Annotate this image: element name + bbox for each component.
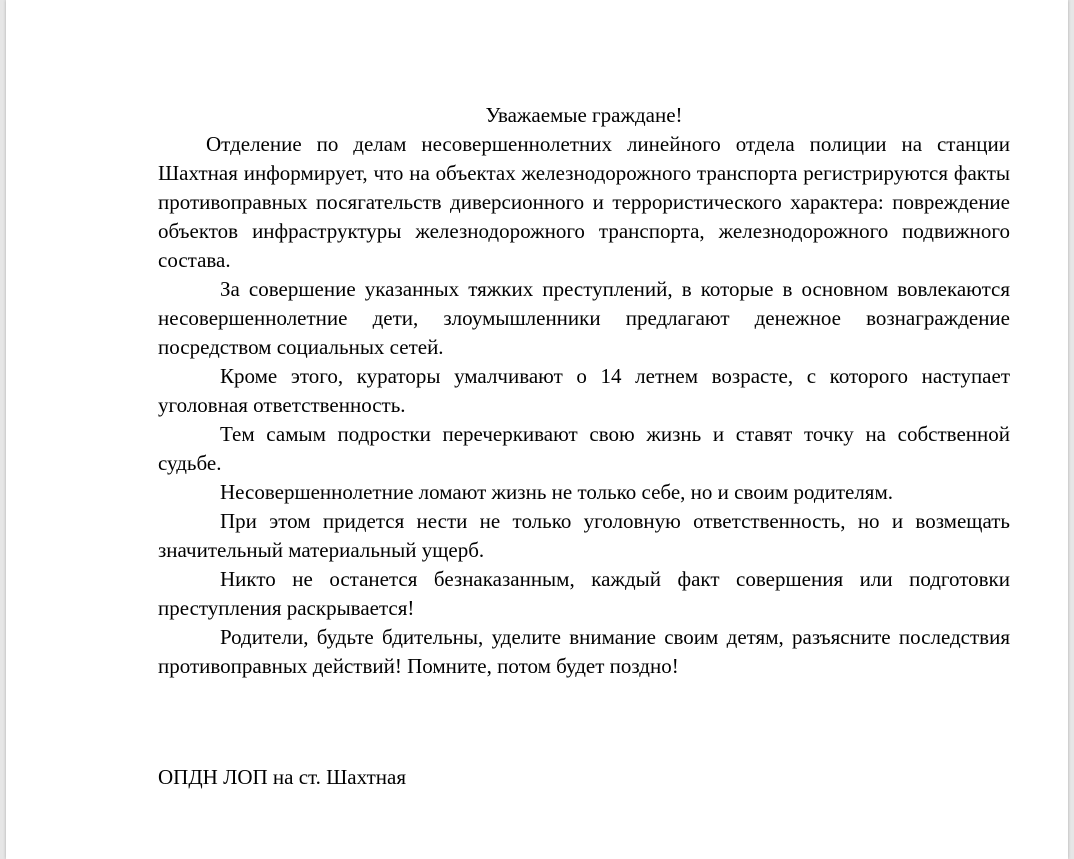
paragraph-3: Кроме этого, кураторы умалчивают о 14 летнем возрасте, с которого наступает уголовная ответственность.: [158, 364, 1010, 417]
document-body: [158, 101, 1010, 681]
document-page: [6, 0, 1068, 859]
document-signature: ОПДН ЛОП на ст. Шахтная: [158, 765, 407, 789]
paragraph-2: За совершение указанных тяжких преступлений, в которые в основном вовлекаются несовершеннолетние дети, злоумышленники предлагают денежное вознаграждение посредством социальных сетей.: [158, 277, 1010, 359]
paragraph-4: Тем самым подростки перечеркивают свою жизнь и ставят точку на собственной судьбе.: [158, 422, 1010, 475]
paragraph-7: Никто не останется безнаказанным, каждый факт совершения или подготовки преступления раскрывается!: [158, 567, 1010, 620]
paragraph-6: При этом придется нести не только уголовную ответственность, но и возмещать значительный материальный ущерб.: [158, 509, 1010, 562]
paragraph-1: Отделение по делам несовершеннолетних линейного отдела полиции на станции Шахтная информирует, что на объектах железнодорожного транспорта регистрируются факты противоправных посягательств диверсионного и террористического характера: повреждение объектов инфраструктуры железнодорожного транспорта, железнодорожного подвижного состава.: [158, 132, 1010, 272]
document-title: Уважаемые граждане!: [485, 103, 683, 127]
paragraph-8: Родители, будьте бдительны, уделите внимание своим детям, разъясните последствия противоправных действий! Помните, потом будет поздно!: [158, 625, 1010, 678]
paragraph-5: Несовершеннолетние ломают жизнь не только себе, но и своим родителям.: [220, 480, 893, 504]
